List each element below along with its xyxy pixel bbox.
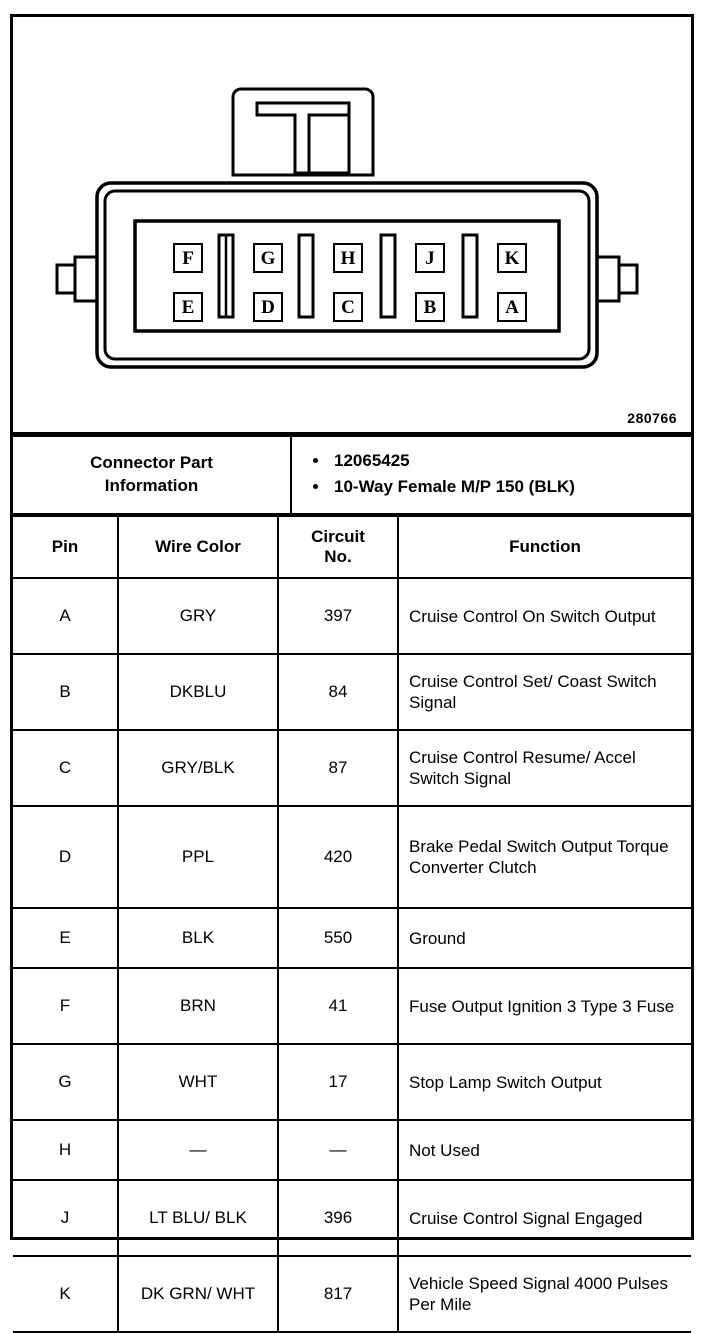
cell-wire-color: PPL xyxy=(118,806,278,908)
column-header-circuit-line2: No. xyxy=(324,546,352,566)
pin-cavity-C: C xyxy=(333,292,363,322)
table-header-row xyxy=(13,516,691,579)
connector-info-values xyxy=(291,436,691,514)
cell-function: Brake Pedal Switch Output Torque Converter Clutch xyxy=(398,806,691,908)
cell-circuit-no: 397 xyxy=(278,578,398,654)
table-row xyxy=(13,1180,691,1256)
figure-number: 280766 xyxy=(627,410,677,426)
cell-wire-color: DKBLU xyxy=(118,654,278,730)
cell-function: Not Used xyxy=(398,1120,691,1180)
pin-cavity-F: F xyxy=(173,243,203,273)
cell-wire-color: BLK xyxy=(118,908,278,968)
list-item: • 12065425 xyxy=(330,449,679,473)
cell-wire-color: — xyxy=(118,1120,278,1180)
cell-pin: G xyxy=(13,1044,118,1120)
cell-function: Fuse Output Ignition 3 Type 3 Fuse xyxy=(398,968,691,1044)
table-row xyxy=(13,1256,691,1332)
table-row xyxy=(13,806,691,908)
table-row xyxy=(13,1120,691,1180)
cell-pin: A xyxy=(13,578,118,654)
cell-pin: K xyxy=(13,1256,118,1332)
connector-info-label-line2: Information xyxy=(104,475,199,495)
pin-cavity-J: J xyxy=(415,243,445,273)
table-row xyxy=(13,968,691,1044)
pin-cavity-B: B xyxy=(415,292,445,322)
table-row xyxy=(13,654,691,730)
cell-circuit-no: — xyxy=(278,1120,398,1180)
table-row xyxy=(13,436,691,514)
table-row xyxy=(13,730,691,806)
cell-circuit-no: 420 xyxy=(278,806,398,908)
cell-function: Vehicle Speed Signal 4000 Pulses Per Mile xyxy=(398,1256,691,1332)
connector-info-label-line1: Connector Part xyxy=(90,452,213,472)
list-item: • 10-Way Female M/P 150 (BLK) xyxy=(330,475,679,499)
cell-wire-color: BRN xyxy=(118,968,278,1044)
cell-function: Cruise Control Signal Engaged xyxy=(398,1180,691,1256)
pin-cavity-G: G xyxy=(253,243,283,273)
pin-cavity-A: A xyxy=(497,292,527,322)
pin-function-table xyxy=(13,515,691,1333)
table-row xyxy=(13,1044,691,1120)
cell-wire-color: LT BLU/ BLK xyxy=(118,1180,278,1256)
column-header-wire-color: Wire Color xyxy=(118,516,278,579)
table-row xyxy=(13,908,691,968)
connector-info-label xyxy=(13,436,291,514)
cell-circuit-no: 84 xyxy=(278,654,398,730)
cell-circuit-no: 17 xyxy=(278,1044,398,1120)
column-header-circuit-line1: Circuit xyxy=(311,526,365,546)
pin-cavity-E: E xyxy=(173,292,203,322)
cell-wire-color: WHT xyxy=(118,1044,278,1120)
cell-pin: D xyxy=(13,806,118,908)
connector-info-bullet-list xyxy=(312,449,679,499)
table-row xyxy=(13,578,691,654)
cell-pin: J xyxy=(13,1180,118,1256)
column-header-circuit-no xyxy=(278,516,398,579)
column-header-pin: Pin xyxy=(13,516,118,579)
column-header-function: Function xyxy=(398,516,691,579)
cell-circuit-no: 87 xyxy=(278,730,398,806)
document-page xyxy=(10,14,694,1315)
connector-illustration xyxy=(13,17,691,431)
pin-cavity-H: H xyxy=(333,243,363,273)
cell-function: Cruise Control On Switch Output xyxy=(398,578,691,654)
cell-circuit-no: 41 xyxy=(278,968,398,1044)
connector-diagram xyxy=(13,17,691,435)
cell-circuit-no: 550 xyxy=(278,908,398,968)
cell-function: Stop Lamp Switch Output xyxy=(398,1044,691,1120)
connector-part-information-table xyxy=(13,435,691,515)
cell-wire-color: GRY/BLK xyxy=(118,730,278,806)
cell-wire-color: GRY xyxy=(118,578,278,654)
cell-function: Ground xyxy=(398,908,691,968)
cell-function: Cruise Control Resume/ Accel Switch Signal xyxy=(398,730,691,806)
cell-wire-color: DK GRN/ WHT xyxy=(118,1256,278,1332)
cell-pin: E xyxy=(13,908,118,968)
cell-pin: H xyxy=(13,1120,118,1180)
cell-pin: F xyxy=(13,968,118,1044)
cell-function: Cruise Control Set/ Coast Switch Signal xyxy=(398,654,691,730)
cell-pin: B xyxy=(13,654,118,730)
cell-circuit-no: 817 xyxy=(278,1256,398,1332)
cell-circuit-no: 396 xyxy=(278,1180,398,1256)
pin-cavity-K: K xyxy=(497,243,527,273)
pin-cavity-D: D xyxy=(253,292,283,322)
cell-pin: C xyxy=(13,730,118,806)
